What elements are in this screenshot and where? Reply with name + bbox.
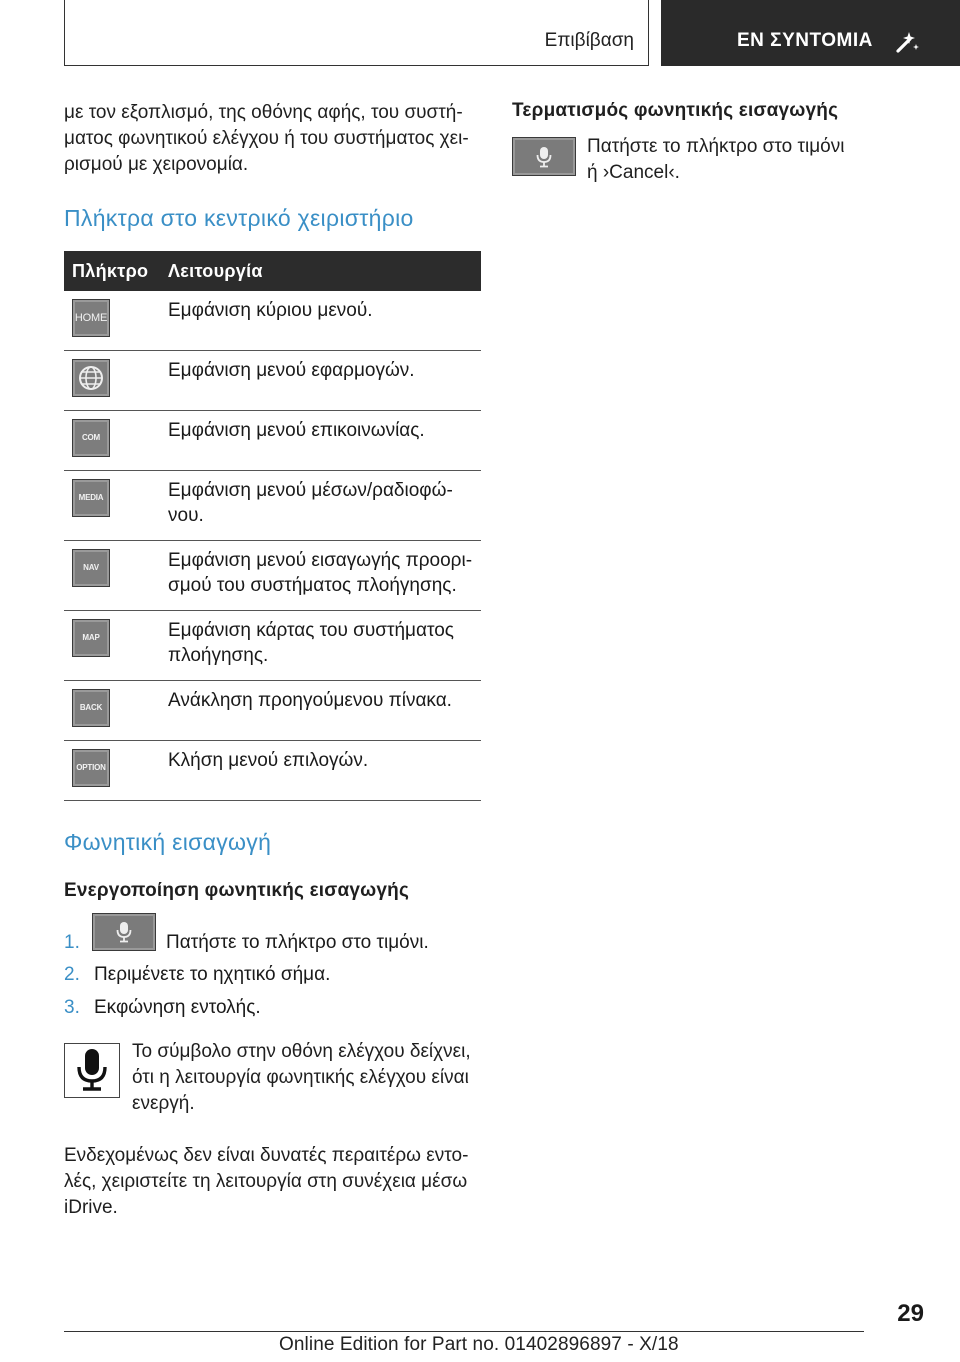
function-text: Εμφάνιση μενού εφαρμογών. [168,359,415,381]
table-row [64,740,481,800]
function-text: Εμφάνιση κάρτας του συστήματος [168,619,454,641]
table-header-row [64,251,481,291]
step-number: 1. [64,931,80,953]
function-text: σμού του συστήματος πλοήγησης. [168,574,457,596]
col-key-header: Πλήκτρο [64,251,160,291]
section-tab-label: Επιβίβαση [544,30,634,51]
function-text: Εμφάνιση μενού εισαγωγής προορι- [168,549,473,571]
symbol-note [64,1039,481,1129]
media-key-icon: MEDIA [72,479,110,517]
controller-keys-table [64,251,481,801]
active-section-tab[interactable] [661,0,960,66]
step-text: Πατήστε το πλήκτρο στο τιμόνι. [166,931,429,953]
function-text: νου. [168,504,204,526]
table-row [64,680,481,740]
intro-paragraph [64,100,481,178]
step-item [64,920,481,960]
section-tab[interactable] [64,0,649,66]
wand-icon [895,28,921,54]
terminate-text [587,134,844,186]
right-column [512,100,912,197]
step-item [64,960,481,993]
table-row [64,410,481,470]
globe-key-icon [72,359,110,397]
edition-footer: Online Edition for Part no. 01402896897 - X/18 [279,1334,679,1355]
note-line: ενεργή. [132,1092,195,1114]
function-text: Εμφάνιση κύριου μενού. [168,300,373,321]
terminate-instruction [512,137,912,197]
active-tab-label: ΕΝ ΣΥΝΤΟΜΙΑ [737,30,873,51]
intro-line: ρισμού με χειρονομία. [64,154,249,175]
microphone-key-icon [92,913,156,951]
symbol-note-text [132,1039,471,1117]
footer-divider [64,1331,864,1332]
function-text: Ανάκληση προηγούμενου πίνακα. [168,689,452,711]
function-text: πλοήγησης. [168,644,269,666]
voice-active-icon [64,1043,120,1098]
left-column [64,100,481,1221]
intro-line: ματος φωνητικού ελέγχου ή του συστήματος χει- [64,128,469,149]
table-row [64,291,481,350]
function-text: Εμφάνιση μενού επικοινωνίας. [168,419,425,441]
intro-line: με τον εξοπλισμό, της οθόνης αφής, του συστή- [64,102,463,123]
outro-paragraph [64,1143,481,1221]
step-text: Περιμένετε το ηχητικό σήμα. [94,963,331,985]
col-function-header: Λειτουργία [160,251,481,291]
step-number: 3. [64,996,80,1018]
table-row [64,610,481,680]
option-key-icon: OPTION [72,749,110,787]
com-key-icon: COM [72,419,110,457]
terminate-voice-heading: Τερματισμός φωνητικής εισαγωγής [512,100,839,121]
back-key-icon: BACK [72,689,110,727]
outro-line: iDrive. [64,1196,118,1218]
map-key-icon: MAP [72,619,110,657]
activate-voice-heading: Ενεργοποίηση φωνητικής εισαγωγής [64,879,410,901]
voice-input-heading: Φωνητική εισαγωγή [64,828,272,855]
microphone-key-icon [512,137,576,176]
outro-line: λές, χειριστείτε τη λειτουργία στη συνέχεια μέσω [64,1170,468,1192]
outro-line: Ενδεχομένως δεν είναι δυνατές περαιτέρω εντο- [64,1144,469,1166]
step-text: Εκφώνηση εντολής. [94,996,261,1018]
function-text: Εμφάνιση μενού μέσων/ραδιοφώ- [168,479,453,501]
step-item [64,993,481,1025]
nav-key-icon: NAV [72,549,110,587]
terminate-line: ή ›Cancel‹. [587,162,680,183]
function-text: Κλήση μενού επιλογών. [168,749,369,771]
page-number: 29 [897,1300,924,1327]
page-header [0,0,960,66]
controller-heading: Πλήκτρα στο κεντρικό χειριστήριο [64,205,414,231]
note-line: ότι η λειτουργία φωνητικής ελέγχου είναι [132,1066,469,1088]
step-number: 2. [64,963,80,985]
terminate-line: Πατήστε το πλήκτρο στο τιμόνι [587,136,845,157]
table-row [64,540,481,610]
table-row [64,470,481,540]
table-row [64,350,481,410]
note-line: Το σύμβολο στην οθόνη ελέγχου δείχνει, [132,1040,471,1062]
home-key-icon: HOME [72,299,110,337]
